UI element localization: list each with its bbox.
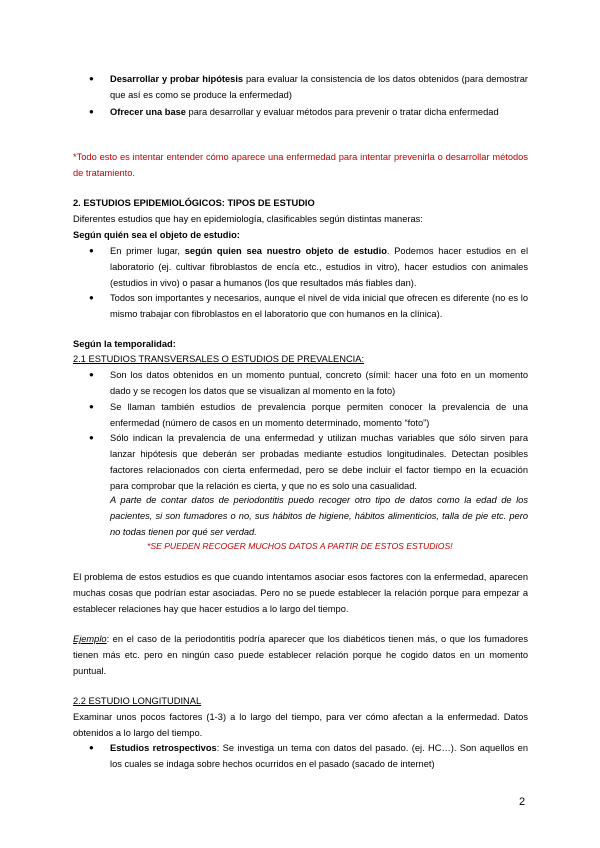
bullet-icon: ● [89,293,94,302]
list-item [110,104,528,120]
subheading: Según la temporalidad: [73,339,176,349]
list-item-text: para desarrollar y evaluar métodos para prevenir o tratar dicha enfermedad [185,107,499,117]
bullet-icon: ● [89,74,94,83]
bold-term: Desarrollar y probar hipótesis [110,74,244,84]
bullet-icon: ● [89,402,94,411]
paragraph: Examinar unos pocos factores (1-3) a lo largo del tiempo, para ver cómo afectan a la enfermedad. Datos obtenidos a lo largo del tiempo. [73,712,528,738]
list-item: Se llaman también estudios de prevalencia porque permiten conocer la prevalencia de una enfermedad (número de casos en un momento determinado, momento “foto”) [110,402,528,428]
list-item: Son los datos obtenidos en un momento puntual, concreto (símil: hacer una foto en un momento dado y se recogen los datos que se visualizan al momento en la foto) [110,370,528,396]
bullet-icon: ● [89,743,94,752]
paragraph: Diferentes estudios que hay en epidemiología, clasificables según distintas maneras: [73,214,423,224]
bullet-icon: ● [89,246,94,255]
list-item-text: para evaluar la consistencia de los datos obtenidos (para demostrar que así es como se produce la enfermedad) [110,74,528,100]
subheading: Según quién sea el objeto de estudio: [73,230,240,240]
example-text: : en el caso de la periodontitis podría aparecer que los diabéticos tienen más, o que los fumadores tienen más etc. pero en ningún caso puede establecer relación porque he cogido datos en un momento puntual. [73,634,528,676]
red-italic-note: *SE PUEDEN RECOGER MUCHOS DATOS A PARTIR DE ESTOS ESTUDIOS! [147,541,453,551]
list-item [110,71,528,103]
example-label: Ejemplo [73,634,107,644]
paragraph: El problema de estos estudios es que cuando intentamos asociar esos factores con la enfermedad, aparecen muchas cosas que podrían estar asociadas. Pero no se puede establecer la relación porque para empezar a establecer relaciones hay que hacer estudios a lo largo del tiempo. [73,572,528,614]
section-title: 2.2 ESTUDIO LONGITUDINAL [73,696,202,706]
bold-term: Ofrecer una base [110,107,186,117]
bullet-icon: ● [89,370,94,379]
page-number: 2 [519,796,526,808]
list-item: Todos son importantes y necesarios, aunque el nivel de vida inicial que ofrecen es diferente (no es lo mismo trabajar con fibroblastos en el laboratorio que con humanos en la clínica). [110,293,528,319]
section-title: 2.1 ESTUDIOS TRANSVERSALES O ESTUDIOS DE PREVALENCIA: [73,354,365,364]
bullet-icon: ● [89,433,94,442]
italic-note: A parte de contar datos de periodontitis puedo recoger otro tipo de datos como la edad de los pacientes, si son fumadores o no, sus hábitos de higiene, hábitos alimenticios, talla de pie etc. pero no todas tienen por qué ser verdad. [110,495,528,537]
example-paragraph [73,631,528,679]
section-title: 2. ESTUDIOS EPIDEMIOLÓGICOS: TIPOS DE ESTUDIO [73,198,315,208]
list-item: Sólo indican la prevalencia de una enfermedad y utilizan muchas variables que sólo sirven para lanzar hipótesis que deberán ser probadas mediante estudios longitudinales. Detectan posibles factores relacionados con cierta enfermedad, pero se debe incluir el factor tiempo en la ecuación para comprobar que la relación es cierta, y que no es solo una casualidad. [110,433,528,491]
list-item: En primer lugar, según quien sea nuestro objeto de estudio. Podemos hacer estudios en el laboratorio (ej. cultivar fibroblastos de encía etc., estudios in vitro), hacer estudios con animales (estudios in vivo) o pasar a humanos (los que resultados más fiables dan). [110,246,529,288]
red-note: *Todo esto es intentar entender cómo aparece una enfermedad para intentar prevenirla o desarrollar métodos de tratamiento. [73,152,528,178]
bullet-icon: ● [89,107,94,116]
list-item: Estudios retrospectivos: Se investiga un tema con datos del pasado. (ej. HC…). Son aquellos en los cuales se indaga sobre hechos ocurridos en el pasado (sacado de internet) [110,743,528,769]
